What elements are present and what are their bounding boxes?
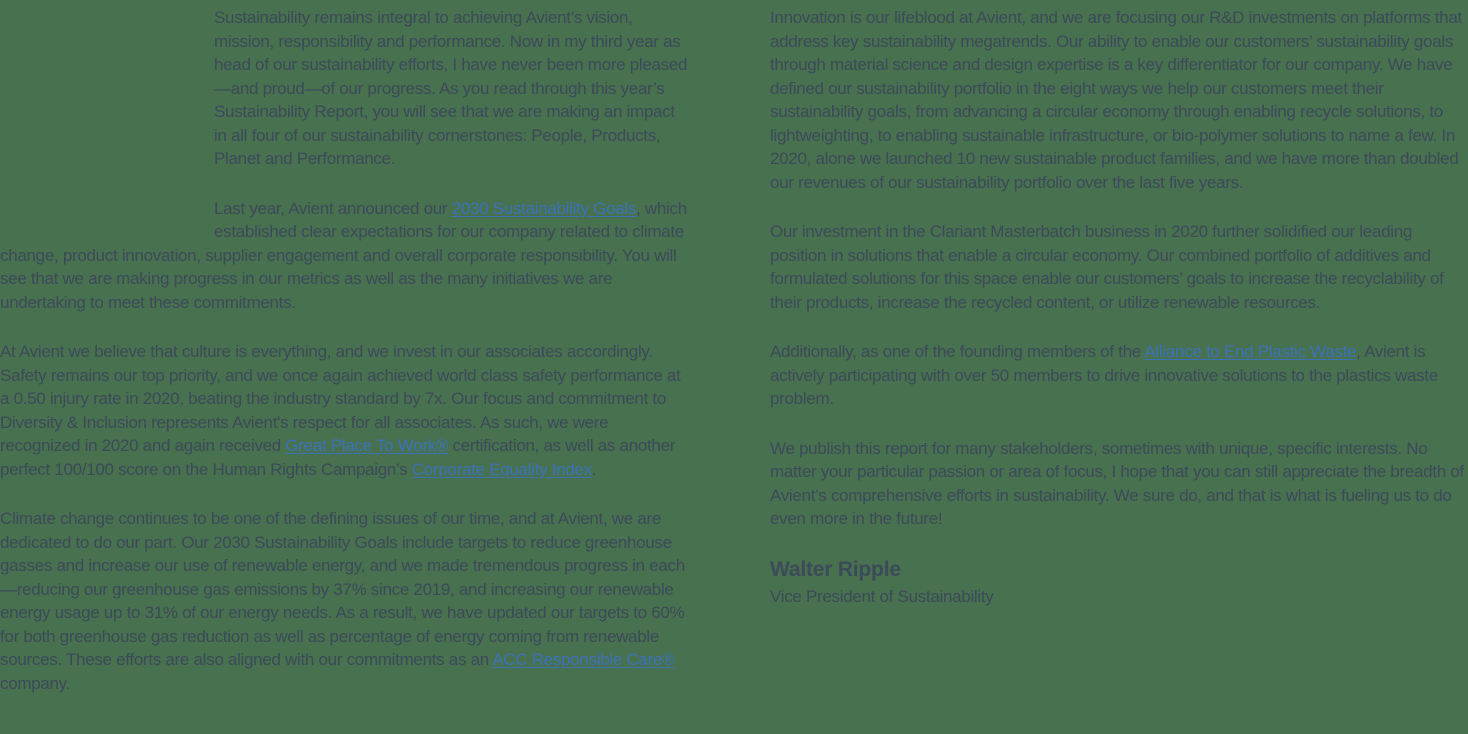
text-run: Additionally, as one of the founding members of the	[770, 342, 1145, 361]
paragraph	[0, 507, 688, 695]
text-run: , Avient is actively participating with over 50 members to drive innovative solutions to the plastics waste problem.	[770, 342, 1438, 408]
inline-link[interactable]: Great Place To Work®	[285, 436, 449, 455]
signature-name: Walter Ripple	[770, 557, 901, 581]
inline-link[interactable]: Corporate Equality Index	[411, 459, 592, 479]
left-text-column	[0, 6, 688, 721]
text-run: Innovation is our lifeblood at Avient, and we are focusing our R&D investments on platforms that address key sustainability megatrends. Our ability to enable our customers’ sustainability goals through material science and design expertise is a key differentiator for our company. We have defined our sustainability portfolio in the eight ways we help our customers meet their sustainability goals, from advancing a circular economy through enabling recycle solutions, to lightweighting, to enabling sustainable infrastructure, or bio-polymer solutions to name a few. In 2020, alone we launched 10 new sustainable product families, and we have more than doubled our revenues of our sustainability portfolio over the last five years.	[770, 8, 1462, 192]
signature-title: Vice President of Sustainability	[770, 586, 994, 606]
paragraph	[770, 340, 1468, 411]
right-paragraphs	[770, 6, 1468, 531]
text-run: Our investment in the Clariant Masterbatch business in 2020 further solidified our leading position in solutions that enable a circular economy. Our combined portfolio of additives and formulated solutions for this space enable our customers’ goals to increase the recyclability of their products, increase the recycled content, or utilize renewable resources.	[770, 222, 1444, 312]
signature-block	[770, 557, 1468, 609]
text-run: Last year, Avient announced our	[214, 198, 452, 218]
text-run: We publish this report for many stakeholders, sometimes with unique, specific interests. No matter your particular passion or area of focus, I hope that you can still appreciate the breadth of Avient’s comprehensive efforts in sustainability. We sure do, and that is what is fueling us to do even more in the future!	[770, 438, 1464, 528]
photo-cutout-area	[0, 6, 214, 236]
paragraph	[0, 340, 688, 481]
text-run: Climate change continues to be one of the defining issues of our time, and at Avient, we are dedicated to do our part. Our 2030 Sustainability Goals include targets to reduce greenhouse gasses and increase our use of renewable energy, and we made tremendous progress in each—reducing our greenhouse gas emissions by 37% since 2019, and increasing our renewable energy usage up to 31% of our energy needs. As a result, we have updated our targets to 60% for both greenhouse gas reduction as well as percentage of energy coming from renewable sources. These efforts are also aligned with our commitments as an	[0, 509, 685, 669]
paragraph	[770, 437, 1468, 531]
text-run: , which established clear expectations for our company related to climate change, product innovation, supplier engagement and overall corporate responsibility. You will see that we are making progress in our metrics as well as the many initiatives we are undertaking to meet these commitments.	[0, 198, 687, 312]
text-run: .	[591, 459, 597, 479]
text-run: Sustainability remains integral to achieving Avient’s vision, mission, responsibility and performance. Now in my third year as head of our sustainability efforts, I have never been more pleased—and proud—of our progress. As you read through this year’s Sustainability Report, you will see that we are making an impact in all four of our sustainability cornerstones: People, Products, Planet and Performance.	[214, 8, 688, 168]
text-run: company.	[0, 673, 71, 693]
paragraph	[770, 6, 1468, 194]
inline-link[interactable]: ACC Responsible Care®	[492, 650, 675, 669]
inline-link[interactable]: Alliance to End Plastic Waste	[1144, 342, 1357, 361]
paragraph	[770, 220, 1468, 314]
text-run: At Avient we believe that culture is everything, and we invest in our associates accordingly. Safety remains our top priority, and we once again achieved world class safety performance at a 0.50 injury rate in 2020, beating the industry standard by 7x. Our focus and commitment to Diversity & Inclusion represents Avient's respect for all associates. As such, we were recognized in 2020 and again received	[0, 342, 681, 455]
text-run: certification, as well as another perfect 100/100 score on the Human Rights Campaign’s	[0, 436, 676, 479]
inline-link[interactable]: 2030 Sustainability Goals	[451, 198, 637, 218]
right-text-column	[770, 6, 1468, 608]
